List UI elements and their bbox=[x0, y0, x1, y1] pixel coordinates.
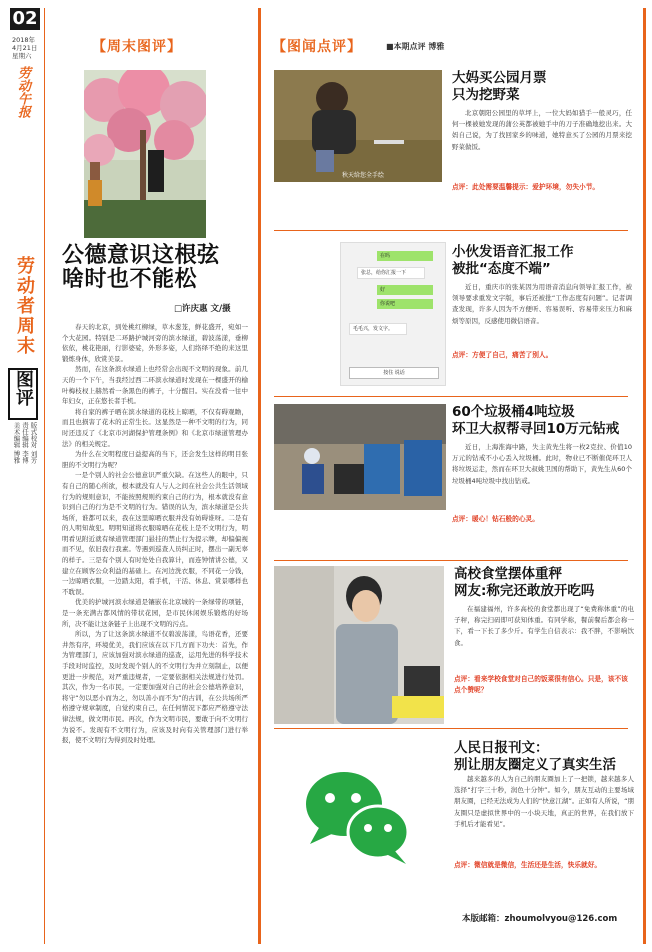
column-name-box bbox=[8, 368, 38, 420]
left-column-label: 【周末图评】 bbox=[92, 39, 182, 55]
news-title-5 bbox=[454, 740, 638, 774]
paragraph: 一是个别人的社会公德意识严重欠缺。在这些人的眼中，只有自己的随心所欲，根本就没有人与人之间在社会公共生活领域行为的规则意识，不能按照规则约束自己的行为，根本就没有意识到自己的行为是不文明的行为。错误的认为，滨水绿道是公共场所，谁都可以来，我在这里晾晒衣服并没有妨碍谁呀。二是有的人明知故犯。明明知道将衣服晾晒在花枝上是不文明行为，明明看见附近就有绿道管理部门悬挂的禁止行为提示牌，却偏偏视而不见，依旧我行我素。等遇到巡查人员纠正时，摆出一副无辜的样子。三是有个别人有时处处自我算计，而连钟情讲公德，又建立在顾客公众利益的基础上。在河边洗衣服，不同花一分钱，一边晾晒衣服，一边踏太阳，看手机，干活、休息、赏景哪样也不耽误。 bbox=[62, 471, 248, 596]
page-number-box: 02 bbox=[10, 8, 40, 30]
news-photo-4 bbox=[274, 566, 444, 724]
news-comment-2: 点评：方便了自己，痛苦了别人。 bbox=[452, 351, 553, 359]
date-day: 4月21日 bbox=[12, 44, 38, 52]
news-comment-4: 点评：看来学校食堂对自己的饭菜很有信心。只是，该不该点个赞呢？ bbox=[454, 675, 628, 694]
chat-bubble: 毛毛兴，发文字。 bbox=[349, 323, 407, 335]
credits bbox=[12, 422, 38, 512]
paragraph: 将自家的裤子晒在滨水绿道的花枝上晾晒，不仅有碍观瞻，而且也损害了花木的正常生长。这显然是一种不文明的行为，同时还违反了《北京市河湖保护管理条例》和《北京市绿道管理办法》的相关规定。 bbox=[62, 407, 248, 448]
news-separator bbox=[274, 396, 628, 397]
news-comment-3: 点评：暖心！钻石般的心灵。 bbox=[452, 515, 539, 523]
title-line: 环卫大叔帮寻回10万元钻戒 bbox=[452, 421, 620, 437]
news-separator bbox=[274, 560, 628, 561]
woman-digging-illustration bbox=[274, 70, 442, 182]
paragraph: 春天的北京，到处桃红柳绿，草木葱茏，鲜花盛开，宛如一个大花园。特别是二环路护城河旁的滨水绿道，碧波荡漾，垂柳依依，桃花艳丽，行影婆娑，外形多姿，人们络绎不绝的来这里锻炼身体，欣赏美景。 bbox=[62, 323, 248, 363]
issue-date bbox=[12, 36, 37, 60]
news-body-5: 越来越多的人为自己的朋友圈加上了一把锁，越来越多人选择“打字三十秒，润色十分钟”。如今，朋友互动的主要场域朋友圈，已经无法成为人们的“快意江湖”。正如有人所说，“朋友圈只是虚拟世界中的一小块天地，真正的世界，在我们放下手机后才能看见”。 bbox=[454, 775, 634, 828]
news-photo-1 bbox=[274, 70, 442, 182]
paragraph: 所以，为了让这条滨水绿道不仅碧波荡漾，鸟语花香，还要井然有序，环境优美，我们应该在以下几方面下功夫：首先，作为管理部门，应该加强对滨水绿道的巡查，运用先进的科学技术手段对时监控，及时发现个别人的不文明行为并立刻制止，以便更进一步规范，对严重违规者，一定要依据相关法规进行处罚。其次，作为一名市民，一定要加强对自己的社会公德培养意识，将守“勿以恶小而为之，勿以善小而不为”的古训，在公共场所严格遵守规章制度，自觉约束自己，在任何情况下都应严格遵守法律法规，做文明市民。再次，作为文明市民，要敢于向不文明行为说不。发现有不文明行为，应该及时向有关管理部门进行举报，使不文明行为得到及时处理。 bbox=[62, 630, 248, 745]
news-title-4 bbox=[454, 566, 634, 600]
news-photo-5 bbox=[296, 738, 422, 888]
left-article-body bbox=[62, 322, 248, 944]
byline: □许庆惠 文/摄 bbox=[174, 304, 231, 314]
chat-bubble: 在吗 bbox=[377, 251, 433, 261]
column-name: 图评 bbox=[13, 370, 34, 406]
news-photo-2 bbox=[340, 242, 446, 386]
news-comment-5: 点评：微信就是微信，生活还是生活，快乐就好。 bbox=[454, 861, 602, 869]
headline-line: 公德意识这根弦 bbox=[62, 243, 220, 268]
left-headline bbox=[62, 244, 220, 292]
wechat-logo-graphic bbox=[296, 738, 422, 888]
chat-bubble: 你说吧 bbox=[377, 299, 433, 309]
host-label: ■本期点评 博雅 bbox=[386, 42, 445, 51]
news-body-2: 近日，重庆市的张某因为用语音消息向领导汇报工作，被领导要求重发文字版，事后还被批“工作态度有问题”。记者调查发现，许多人因为不方便听、容易误听、容易带来压力和麻烦等原因，反感使用微信语音。 bbox=[452, 283, 632, 325]
left-strip-rule bbox=[44, 8, 45, 944]
news-photo-3 bbox=[274, 404, 446, 510]
student-weighing-illustration bbox=[274, 566, 444, 724]
news-separator bbox=[274, 230, 628, 231]
blossom-photo bbox=[84, 70, 206, 238]
sanitation-worker-illustration bbox=[274, 404, 446, 510]
title-line: 小伙发语音汇报工作 bbox=[452, 244, 574, 260]
paper-logo: 劳动午报 bbox=[15, 66, 30, 118]
title-line: 网友:称完还敢放开吃吗 bbox=[454, 583, 595, 599]
title-line: 只为挖野菜 bbox=[452, 87, 520, 103]
news-title-3 bbox=[452, 404, 636, 438]
right-edge-rule bbox=[643, 8, 646, 944]
right-column-label: 【图闻点评】 bbox=[272, 39, 362, 55]
credit-line: 责任编辑 李博 bbox=[21, 422, 29, 464]
title-line: 大妈买公园月票 bbox=[452, 70, 547, 86]
chat-bubble: 张总，给你汇报一下 bbox=[357, 267, 425, 279]
news-body-4: 在福建福州，许多高校的食堂都出现了“免费称体重”的电子秤，称完扫码即可获知体重。有同学称，餐前餐后都会称一下，看一下长了多少斤。有学生自信表示：我不胖，不影响饮食。 bbox=[454, 605, 634, 647]
paragraph: 然而，在这条滨水绿道上也经常会出现不文明的现象。前几天的一个下午，当我经过西二环滨水绿道时发现在一棵盛开的榆叶梅枝杈上赫然看一条黑色的裤子，十分醒目。实在没看一往中年妇女，正在悠长者手机。 bbox=[62, 365, 248, 406]
photo-caption: 秋天给您全手绘 bbox=[342, 172, 385, 179]
editor-email: 本版邮箱：zhoumolvyou@126.com bbox=[462, 914, 618, 924]
date-weekday: 星期六 bbox=[12, 52, 32, 60]
news-title-2 bbox=[452, 244, 632, 278]
headline-line: 啥时也不能松 bbox=[62, 267, 198, 292]
title-line: 高校食堂摆体重秤 bbox=[454, 566, 562, 582]
news-title-1 bbox=[452, 70, 632, 104]
news-body-1: 北京朝阳公园里的草坪上，一位大妈如猎手一般灵巧，任何一棵被她发现的蒲公英都被她手中的刀子准确地挖出来。大妈自己说，为了找回家乡的味道，她特意买了公园的月票来挖野菜做饭。 bbox=[452, 109, 632, 151]
date-year: 2018年 bbox=[12, 36, 36, 44]
news-body-3: 近日，上海淮海中路，失主黄先生将一枚2克拉、价值10万元的钻戒不小心丢入垃圾桶。此时，物业已不断催促环卫人将垃圾运走，然而在环卫大叔姚卫国的帮助下，黄先生从60个垃圾桶4吨垃圾中找出钻戒。 bbox=[452, 443, 632, 485]
news-comment-1: 点评：此处需要温馨提示：爱护环境，勿失小节。 bbox=[452, 183, 600, 191]
hold-to-talk-button: 按住 说话 bbox=[349, 367, 439, 379]
credit-line: 版式校对 刘芳 bbox=[29, 422, 38, 464]
chat-bubble: 好 bbox=[377, 285, 433, 295]
blossom-tree-illustration bbox=[84, 70, 206, 238]
paragraph: 优美的护城河滨水绿道是镶嵌在北京城的一条绿带的项链，是一条充满古都风情的带状花园，是市民休闲娱乐锻炼的好场所，决不能让这条链子上出现不文明的污点。 bbox=[62, 598, 248, 628]
title-line: 别让朋友圈定义了真实生活 bbox=[454, 757, 616, 773]
title-line: 人民日报刊文： bbox=[454, 740, 549, 756]
title-line: 60个垃圾桶4吨垃圾 bbox=[452, 404, 575, 420]
title-line: 被批“态度不端” bbox=[452, 261, 551, 277]
credit-line: 美术编辑 博雅 bbox=[12, 422, 21, 464]
column-divider bbox=[258, 8, 261, 944]
section-name: 劳动者周末 bbox=[14, 256, 35, 356]
news-separator bbox=[274, 728, 628, 729]
paragraph: 为什么在文明程度日益提高的当下，还会发生这样的明目张胆的不文明行为呢？ bbox=[62, 450, 248, 469]
chat-screen bbox=[347, 249, 439, 337]
